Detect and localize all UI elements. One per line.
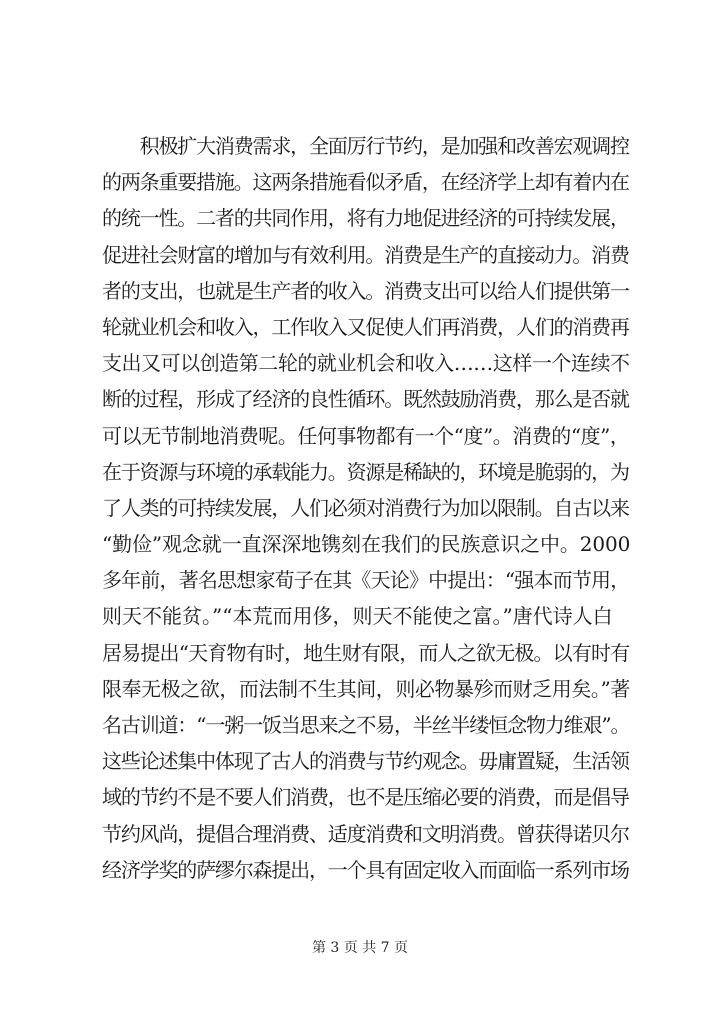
text-line: 经济学奖的萨缪尔森提出，一个具有固定收入而面临一系列市场: [102, 857, 629, 882]
text-line: 轮就业机会和收入，工作收入又促使人们再消费，人们的消费再: [102, 314, 629, 339]
text-line: 促进社会财富的增加与有效利用。消费是生产的直接动力。消费: [102, 242, 629, 267]
text-line: 的两条重要措施。这两条措施看似矛盾，在经济学上却有着内在: [102, 170, 629, 195]
text-line: 则天不能贫。”“本荒而用侈，则天不能使之富。”唐代诗人白: [102, 604, 613, 629]
text-line: 支出又可以创造第二轮的就业机会和收入……这样一个连续不: [102, 351, 630, 376]
text-line: 居易提出“天育物有时，地生财有限，而人之欲无极。以有时有: [102, 640, 630, 665]
text-line: 可以无节制地消费呢。任何事物都有一个“度”。消费的“度”，: [102, 423, 630, 448]
text-line: 域的节约不是不要人们消费，也不是压缩必要的消费，而是倡导: [102, 785, 629, 810]
text-line: 了人类的可持续发展，人们必须对消费行为加以限制。自古以来: [102, 495, 629, 520]
page-footer: 第 3 页 共 7 页: [311, 940, 409, 956]
text-line: 断的过程，形成了经济的良性循环。既然鼓励消费，那么是否就: [102, 387, 629, 412]
text-line: 的统一性。二者的共同作用，将有力地促进经济的可持续发展，: [102, 206, 629, 231]
text-line: 这些论述集中体现了古人的消费与节约观念。毋庸置疑，生活领: [102, 749, 629, 774]
body-text: [102, 128, 630, 888]
text-line: 限奉无极之欲，而法制不生其间，则必物暴殄而财乏用矣。”著: [102, 676, 630, 701]
text-line: 节约风尚，提倡合理消费、适度消费和文明消费。曾获得诺贝尔: [102, 821, 629, 846]
text-line: “勤俭”观念就一直深深地镌刻在我们的民族意识之中。2000: [102, 532, 631, 557]
text-line: 在于资源与环境的承载能力。资源是稀缺的，环境是脆弱的，为: [102, 459, 629, 484]
text-line: 者的支出，也就是生产者的收入。消费支出可以给人们提供第一: [102, 278, 629, 303]
text-line: 多年前，著名思想家荀子在其《天论》中提出：“强本而节用，: [102, 568, 630, 593]
text-line: 积极扩大消费需求，全面厉行节约，是加强和改善宏观调控: [102, 134, 629, 158]
text-line: 名古训道：“一粥一饭当思来之不易，半丝半缕恒念物力维艰”。: [102, 713, 630, 737]
